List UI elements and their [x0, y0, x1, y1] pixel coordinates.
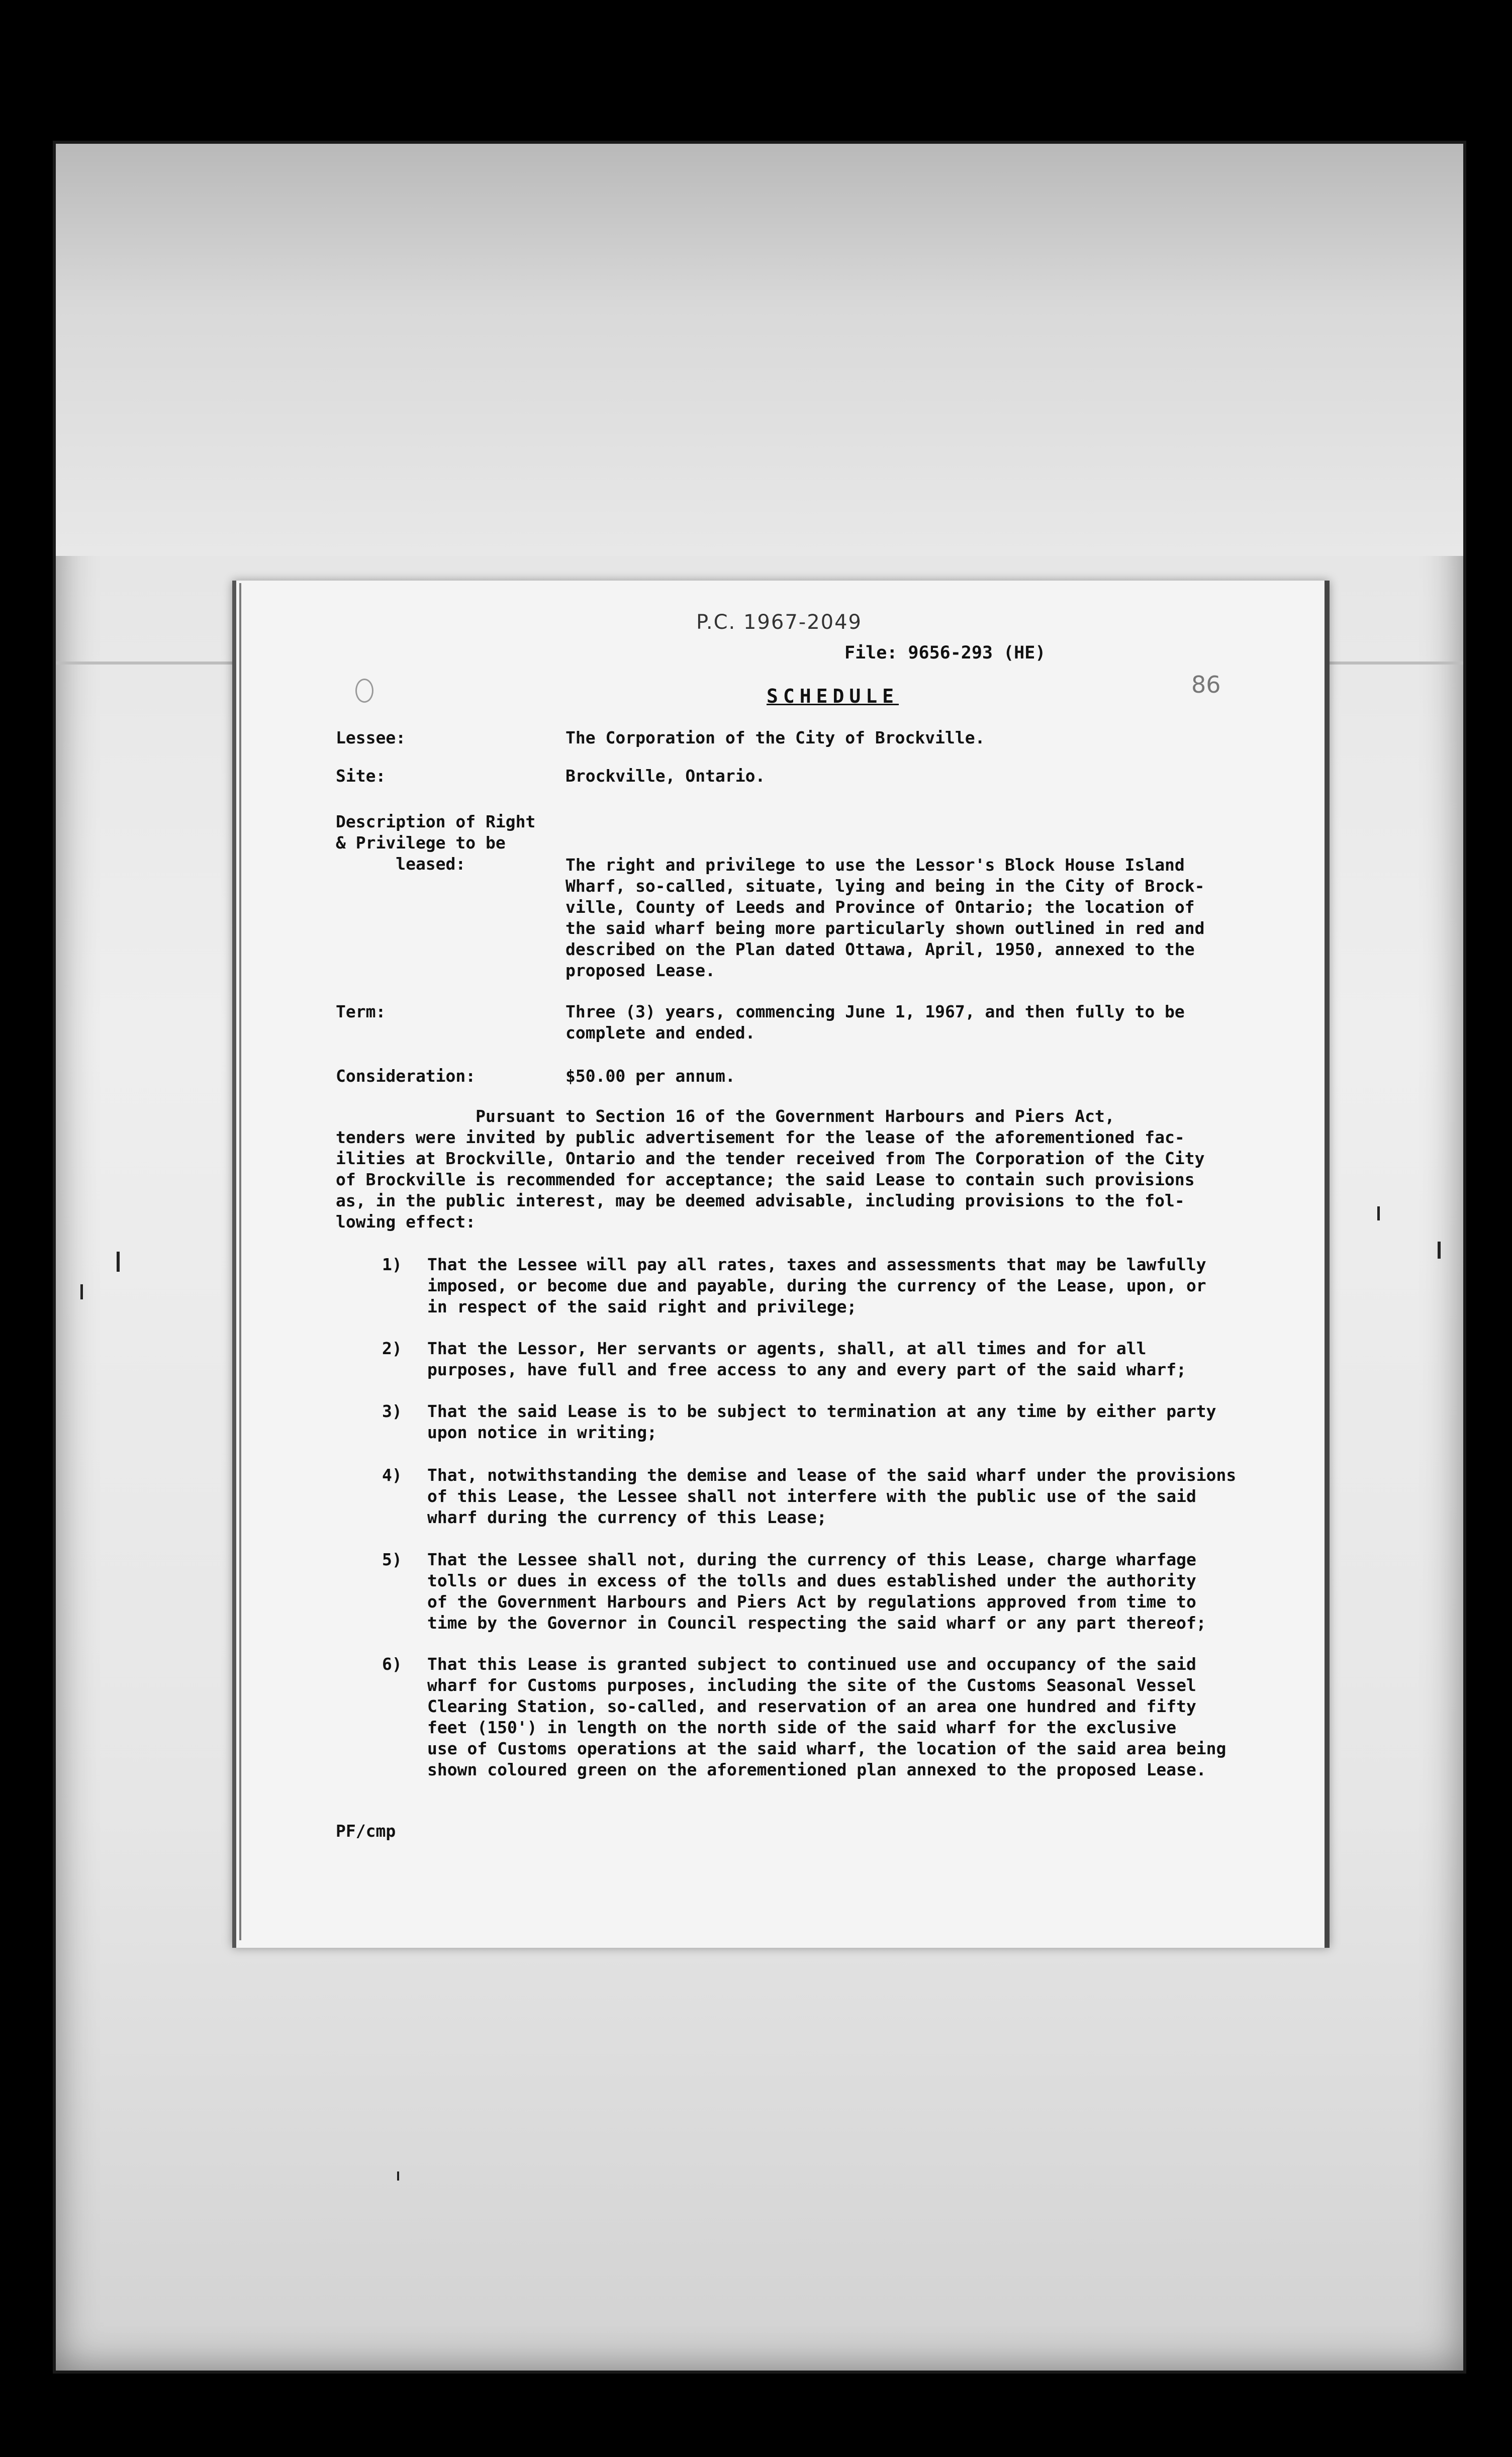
field-label-lessee: Lessee:	[336, 728, 406, 747]
film-top-band	[56, 144, 1463, 556]
film-speck	[117, 1252, 120, 1272]
field-value-consideration: $50.00 per annum.	[565, 1066, 735, 1086]
film-speck	[80, 1284, 83, 1299]
film-speck	[1438, 1242, 1441, 1259]
provision-number: 6)	[382, 1654, 402, 1674]
provision-text: That the said Lease is to be subject to termination at any time by either party upon notice in writing;	[427, 1401, 1216, 1442]
field-label-description: Description of Right & Privilege to be leased:	[336, 812, 536, 874]
field-value-site: Brockville, Ontario.	[565, 766, 766, 786]
sheet-edge-line	[239, 583, 241, 1940]
provision-text: That, notwithstanding the demise and lease of the said wharf under the provisions of this Lease, the Lessee shall not interfere with the public use of the said wharf during the currency of this Lease;	[427, 1465, 1237, 1527]
field-value-description: The right and privilege to use the Lessor's Block House Island Wharf, so-called, situate, lying and being in the City of Brock- ville, County of Leeds and Province of Ontario; the location of the said wharf being more particularly shown outlined in red and described on the Plan dated Ottawa, April, 1950, annexed to the proposed Lease.	[565, 855, 1205, 980]
provision-number: 3)	[382, 1401, 402, 1421]
field-label-term: Term:	[336, 1002, 386, 1021]
provision-text: That this Lease is granted subject to continued use and occupancy of the said wharf for Customs purposes, including the site of the Customs Seasonal Vessel Clearing Station, so-called, and reservation of an area one hundred and fifty feet (150') in length on the north side of the said wharf for the exclusive use of Customs operations at the said wharf, the location of the said area being shown coloured green on the aforementioned plan annexed to the proposed Lease.	[427, 1654, 1226, 1779]
provision-text: That the Lessee shall not, during the currency of this Lease, charge wharfage tolls or dues in excess of the tolls and dues established under the authority of the Government Harbours and Piers Act by regulations approved from time to time by the Governor in Council respecting the said wharf or any part thereof;	[427, 1550, 1206, 1633]
provision-text: That the Lessee will pay all rates, taxes and assessments that may be lawfully imposed, or become due and payable, during the currency of the Lease, upon, or in respect of the said right and privilege;	[427, 1255, 1206, 1316]
field-value-lessee: The Corporation of the City of Brockville.	[565, 728, 985, 747]
intro-paragraph: Pursuant to Section 16 of the Government Harbours and Piers Act, tenders were invited by public advertisement for the lease of the aforementioned fac- ilities at Brockville, Ontario and the tender received from The Corporation of the City of Brockville is recommended for acceptance; the said Lease to contain such provisions as, in the public interest, may be deemed advisable, including provisions to the fol- lowing effect:	[336, 1106, 1205, 1232]
film-speck	[1377, 1206, 1380, 1220]
pc-number: P.C. 1967-2049	[696, 611, 862, 634]
circle-mark-icon	[355, 679, 373, 703]
file-reference: File: 9656-293 (HE)	[844, 643, 1046, 663]
page-number: 86	[1191, 671, 1221, 698]
field-label-site: Site:	[336, 766, 386, 786]
provision-text: That the Lessor, Her servants or agents, shall, at all times and for all purposes, have full and free access to any and every part of the said wharf;	[427, 1339, 1186, 1379]
page-title: SCHEDULE	[767, 685, 899, 707]
provision-number: 4)	[382, 1465, 402, 1485]
provision-number: 1)	[382, 1255, 402, 1274]
provision-number: 2)	[382, 1339, 402, 1358]
field-value-term: Three (3) years, commencing June 1, 1967, and then fully to be complete and ended.	[565, 1002, 1185, 1043]
typist-initials: PF/cmp	[336, 1821, 396, 1841]
film-speck	[397, 2171, 399, 2181]
field-label-consideration: Consideration:	[336, 1066, 476, 1086]
provision-number: 5)	[382, 1550, 402, 1569]
